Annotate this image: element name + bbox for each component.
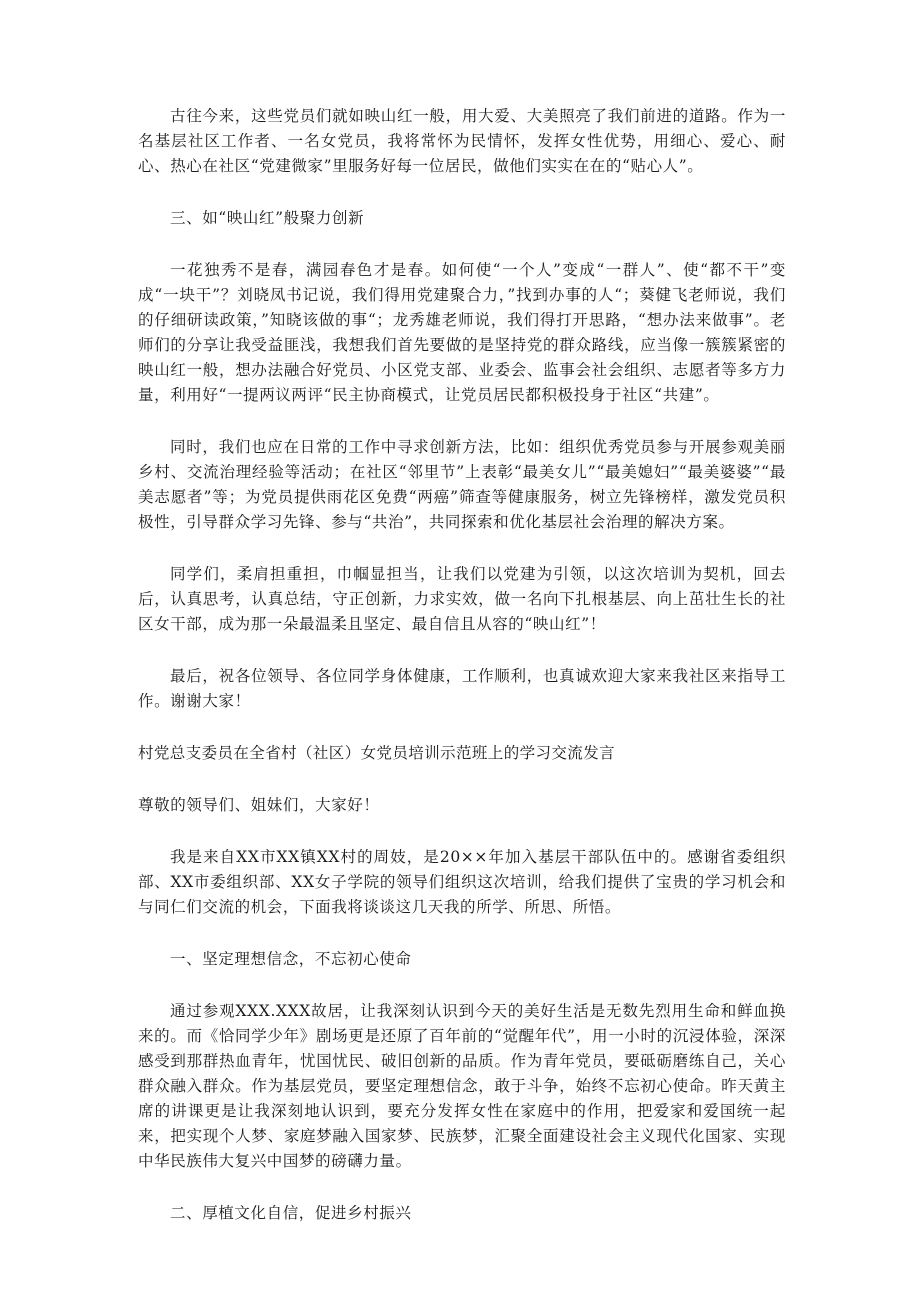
- paragraph-thanks: 最后，祝各位领导、各位同学身体健康，工作顺利，也真诚欢迎大家来我社区来指导工作。谢谢大家！: [138, 667, 786, 710]
- paragraph-innovation-methods: 同时，我们也应在日常的工作中寻求创新方法，比如：组织优秀党员参与开展参观美丽乡村、交流治理经验等活动；在社区“邻里节”上表彰“最美女儿”“最美媳妇”“最美婆婆”“最美志愿者”等；为党员提供雨花区免费“两癌”筛查等健康服务，树立先锋榜样，激发党员积极性，引导群众学习先锋、参与“共治”，共同探索和优化基层社会治理的解决方案。: [138, 438, 786, 531]
- paragraph-ideals: 通过参观XXX.XXX故居，让我深刻认识到今天的美好生活是无数先烈用生命和鲜血换来的。而《恰同学少年》剧场更是还原了百年前的“觉醒年代”，用一小时的沉浸体验，深深感受到那群热血青年，忧国忧民、破旧创新的品质。作为青年党员，要砥砺磨练自己，关心群众融入群众。作为基层党员，要坚定理想信念，敢于斗争，始终不忘初心使命。昨天黄主席的讲课更是让我深刻地认识到，要充分发挥女性在家庭中的作用，把爱家和爱国统一起来，把实现个人梦、家庭梦融入国家梦、民族梦，汇聚全面建设社会主义现代化国家、实现中华民族伟大复兴中国梦的磅礴力量。: [138, 1002, 786, 1170]
- paragraph-introduction: 我是来自XX市XX镇XX村的周妓，是20××年加入基层干部队伍中的。感谢省委组织部、XX市委组织部、XX女子学院的领导们组织这次培训，给我们提供了宝贵的学习机会和与同仁们交流的机会，下面我将谈谈这几天我的所学、所思、所悟。: [138, 848, 786, 916]
- section-heading-innovation: 三、如“映山红”般聚力创新: [170, 209, 365, 227]
- section-heading-ideals: 一、坚定理想信念，不忘初心使命: [170, 950, 412, 968]
- speech-greeting: 尊敬的领导们、姐妹们，大家好！: [138, 796, 380, 814]
- speech-title: 村党总支委员在全省村（社区）女党员培训示范班上的学习交流发言: [138, 744, 616, 762]
- paragraph-innovation: 一花独秀不是春，满园春色才是春。如何使“一个人”变成“一群人”、使“都不干”变成“一块干”？刘晓凤书记说，我们得用党建聚合力，”找到办事的人“；葵健飞老师说，我们的仔细研读政策，”知晓该做的事“；龙秀雄老师说，我们得打开思路，“想办法来做事”。老师们的分享让我受益匪浅，我想我们首先要做的是坚持党的群众路线，应当像一簇簇紧密的映山红一般，想办法融合好党员、小区党支部、业委会、监事会社会组织、志愿者等多方力量，利用好“一提两议两评“民主协商模式，让党员居民都积极投身于社区“共建”。: [138, 261, 786, 404]
- document-page: [138, 104, 786, 1253]
- paragraph-call-to-action: 同学们，柔肩担重担，巾帼显担当，让我们以党建为引领，以这次培训为契机，回去后，认真思考，认真总结，守正创新，力求实效，做一名向下扎根基层、向上茁壮生长的社区女干部，成为那一朵最温柔且坚定、最自信且从容的“映山红”！: [138, 565, 786, 633]
- section-heading-culture: 二、厚植文化自信，促进乡村振兴: [170, 1204, 412, 1222]
- paragraph-closing-first-speech: 古往今来，这些党员们就如映山红一般，用大爱、大美照亮了我们前进的道路。作为一名基层社区工作者、一名女党员，我将常怀为民情怀，发挥女性优势，用细心、爱心、耐心、热心在社区“党建微家”里服务好每一位居民，做他们实实在在的“贴心人”。: [138, 107, 786, 175]
